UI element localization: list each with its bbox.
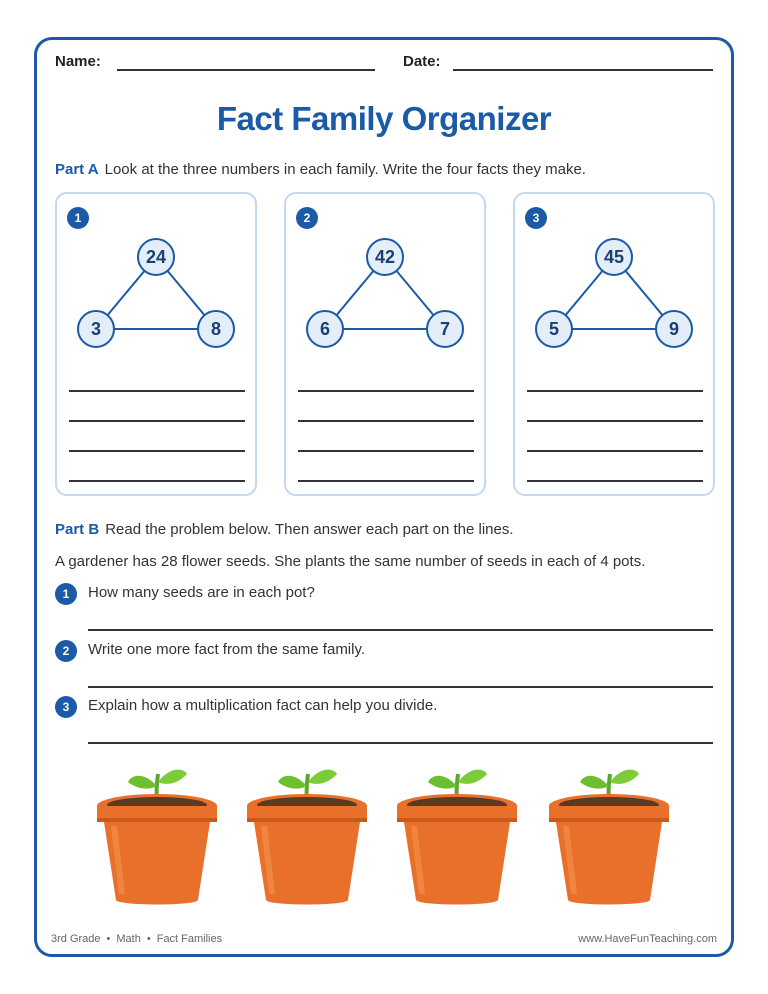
family-left-number: 5 (535, 310, 573, 348)
fact-line[interactable] (298, 390, 474, 392)
fact-line[interactable] (298, 480, 474, 482)
part-a-instruction: Look at the three numbers in each family. Write the four facts they make. (104, 161, 586, 178)
question-text: How many seeds are in each pot? (88, 584, 315, 601)
family-left-number: 6 (306, 310, 344, 348)
word-problem: A gardener has 28 flower seeds. She plants the same number of seeds in each of 4 pots. (55, 553, 646, 570)
part-a-label: Part A (55, 161, 99, 178)
family-number-badge: 2 (296, 207, 318, 229)
flower-pot-illustration (242, 760, 372, 910)
family-number-badge: 1 (67, 207, 89, 229)
fact-line[interactable] (69, 450, 245, 452)
name-line[interactable] (117, 69, 375, 71)
fact-family-card (55, 192, 257, 496)
name-label: Name: (55, 53, 101, 70)
fact-line[interactable] (527, 480, 703, 482)
family-top-number: 42 (366, 238, 404, 276)
fact-line[interactable] (69, 420, 245, 422)
part-b-instruction: Read the problem below. Then answer each part on the lines. (105, 521, 514, 538)
fact-line[interactable] (298, 420, 474, 422)
footer-grade: 3rd Grade (51, 933, 101, 945)
question-number-badge: 1 (55, 583, 77, 605)
date-line[interactable] (453, 69, 713, 71)
fact-line[interactable] (527, 390, 703, 392)
fact-line[interactable] (527, 450, 703, 452)
fact-line[interactable] (69, 390, 245, 392)
flower-pot-illustration (392, 760, 522, 910)
question-number-badge: 3 (55, 696, 77, 718)
footer-separator: • (106, 933, 111, 945)
family-right-number: 8 (197, 310, 235, 348)
footer-tags (51, 933, 222, 945)
worksheet-frame (34, 37, 734, 957)
flower-pot-illustration (544, 760, 674, 910)
fact-line[interactable] (527, 420, 703, 422)
answer-line[interactable] (88, 629, 713, 631)
answer-line[interactable] (88, 742, 713, 744)
footer-subject: Math (116, 933, 141, 945)
part-a-heading (55, 161, 586, 178)
question-text: Explain how a multiplication fact can help you divide. (88, 697, 438, 714)
fact-line[interactable] (69, 480, 245, 482)
fact-family-card (284, 192, 486, 496)
date-label: Date: (403, 53, 441, 70)
fact-line[interactable] (298, 450, 474, 452)
header-row (55, 53, 713, 77)
part-b-heading (55, 521, 514, 538)
family-right-number: 9 (655, 310, 693, 348)
family-top-number: 24 (137, 238, 175, 276)
family-left-number: 3 (77, 310, 115, 348)
answer-line[interactable] (88, 686, 713, 688)
part-b-label: Part B (55, 521, 100, 538)
fact-family-card (513, 192, 715, 496)
question-text: Write one more fact from the same family. (88, 641, 366, 658)
question-number-badge: 2 (55, 640, 77, 662)
footer-website[interactable]: www.HaveFunTeaching.com (578, 933, 717, 945)
family-top-number: 45 (595, 238, 633, 276)
flower-pot-illustration (92, 760, 222, 910)
footer-separator: • (146, 933, 151, 945)
family-right-number: 7 (426, 310, 464, 348)
family-number-badge: 3 (525, 207, 547, 229)
footer-topic: Fact Families (156, 933, 223, 945)
page-title: Fact Family Organizer (216, 100, 552, 137)
